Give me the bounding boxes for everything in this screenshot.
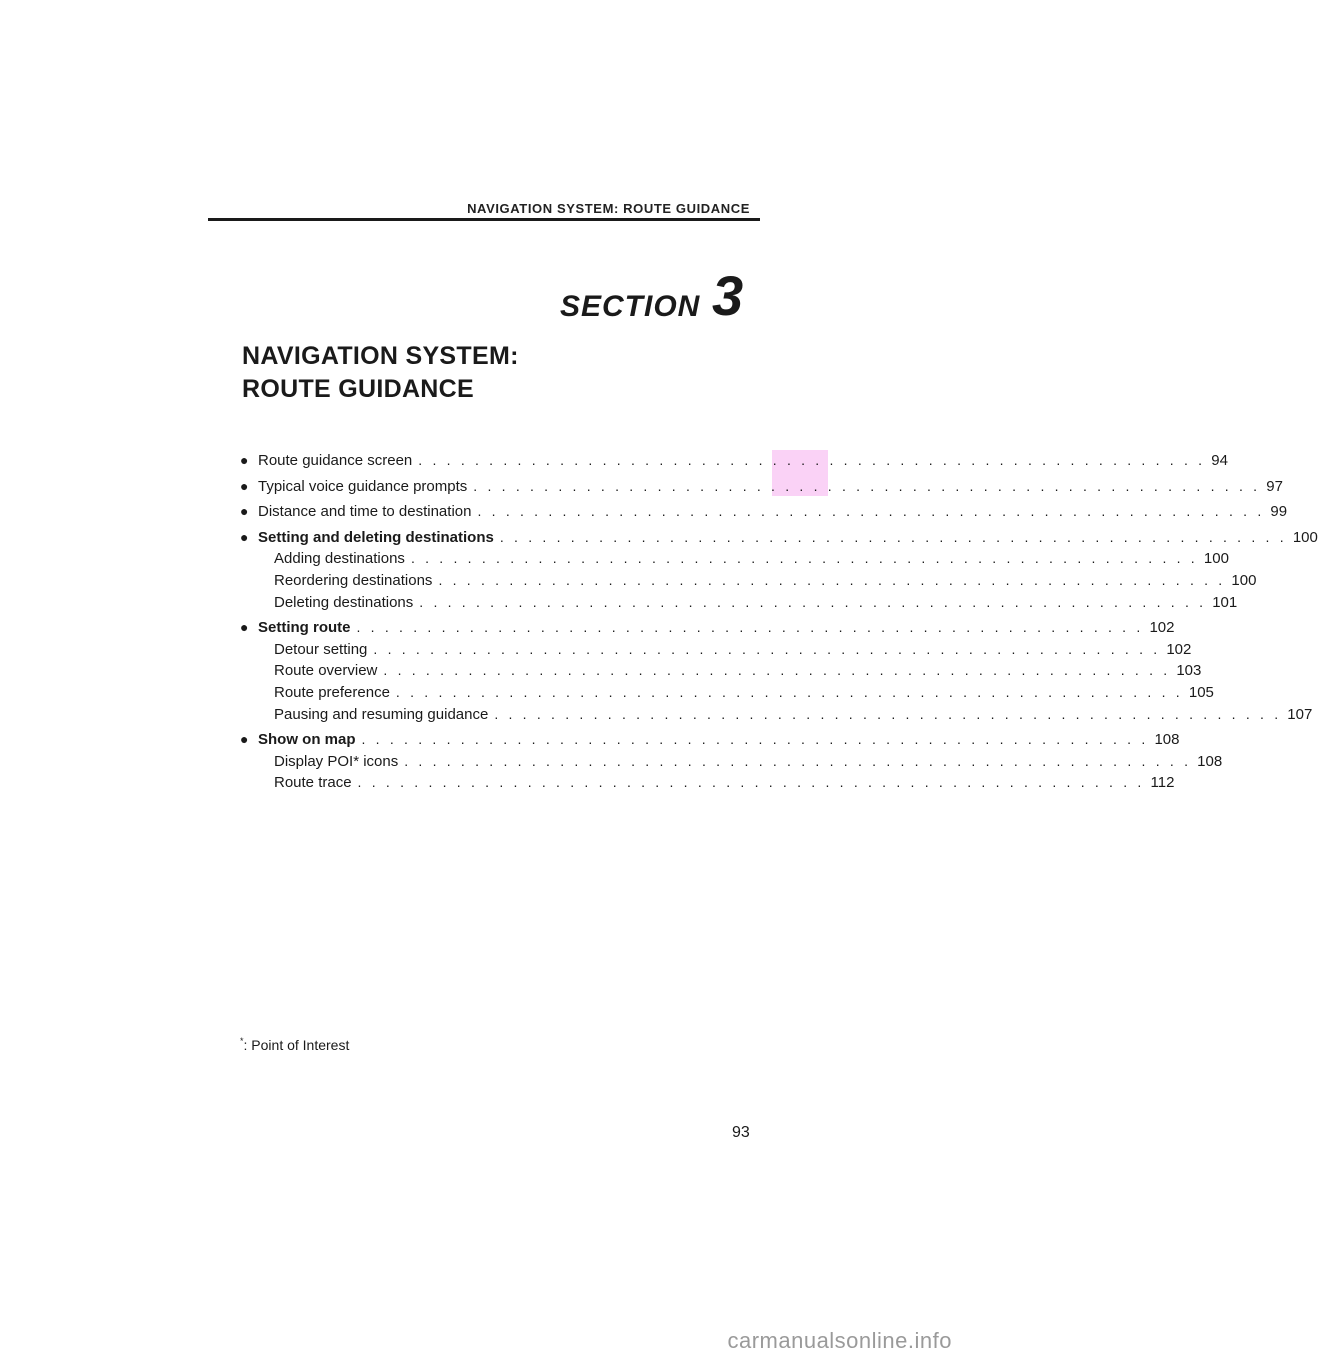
bullet-icon: ● <box>240 452 249 468</box>
dot-leader: . . . . . . . . . . . . . . . . . . . . . . . . . . . . . . . . . . . . . . . . . . . . . . . . . . . . . . . . <box>473 477 1261 494</box>
bullet-icon: ● <box>240 731 249 748</box>
dot-leader: . . . . . . . . . . . . . . . . . . . . . . . . . . . . . . . . . . . . . . . . . . . . . . . . . . . . . . . . <box>373 640 1161 657</box>
toc-entry-label: Deleting destinations <box>274 593 414 611</box>
dot-leader: . . . . . . . . . . . . . . . . . . . . . . . . . . . . . . . . . . . . . . . . . . . . . . . . . . . . . . . . <box>494 705 1282 722</box>
toc-entry-page: 102 <box>1149 619 1175 637</box>
bullet-icon: ● <box>240 619 249 636</box>
toc-entry-page: 100 <box>1292 528 1318 546</box>
dot-leader: . . . . . . . . . . . . . . . . . . . . . . . . . . . . . . . . . . . . . . . . . . . . . . . . . . . . . . . . <box>357 774 1145 791</box>
toc-entry-label: Route overview <box>274 662 378 680</box>
section-number: 3 <box>712 264 744 327</box>
running-header: NAVIGATION SYSTEM: ROUTE GUIDANCE <box>467 201 750 216</box>
bullet-icon: ● <box>240 503 249 520</box>
toc-entry[interactable] <box>240 705 1313 728</box>
page-title <box>242 340 519 406</box>
toc-entry[interactable] <box>240 477 1283 500</box>
toc-entry[interactable] <box>240 528 1318 551</box>
toc-entry[interactable] <box>240 731 1180 753</box>
toc-entry-label: Route preference <box>274 683 390 701</box>
toc-entry[interactable] <box>240 593 1238 616</box>
dot-leader: . . . . . . . . . . . . . . . . . . . . . . . . . . . . . . . . . . . . . . . . . . . . . . . . . . . . . . . . <box>499 528 1287 545</box>
footnote-mark: * <box>240 1036 244 1046</box>
bullet-icon: ● <box>240 477 249 494</box>
dot-leader: . . . . . . . . . . . . . . . . . . . . . . . . . . . . . . . . . . . . . . . . . . . . . . . . . . . . . . . . <box>418 452 1206 468</box>
footnote-text: : Point of Interest <box>243 1037 350 1053</box>
toc-entry[interactable] <box>240 774 1175 796</box>
toc-entry[interactable] <box>240 619 1175 641</box>
toc-entry[interactable] <box>240 662 1202 684</box>
dot-leader: . . . . . . . . . . . . . . . . . . . . . . . . . . . . . . . . . . . . . . . . . . . . . . . . . . . . . . . . <box>404 752 1192 769</box>
toc-entry-label: Pausing and resuming guidance <box>274 705 489 723</box>
dot-leader: . . . . . . . . . . . . . . . . . . . . . . . . . . . . . . . . . . . . . . . . . . . . . . . . . . . . . . . . <box>410 550 1198 567</box>
title-line-1: NAVIGATION SYSTEM: <box>242 342 519 370</box>
watermark: carmanualsonline.info <box>727 1328 952 1353</box>
toc-entry-label: Route trace <box>274 774 352 792</box>
toc-entry-page: 102 <box>1166 640 1192 658</box>
toc-entry-label: Route guidance screen <box>258 452 413 469</box>
bullet-icon: ● <box>240 528 249 545</box>
toc-entry[interactable] <box>240 571 1257 594</box>
toc-entry-page: 97 <box>1266 477 1283 495</box>
toc-entry-page: 100 <box>1203 550 1229 568</box>
toc-entry-label: Display POI* icons <box>274 752 399 770</box>
toc-entry-label: Setting and deleting destinations <box>258 528 494 546</box>
footnote <box>240 1036 349 1053</box>
toc-entry-page: 103 <box>1176 662 1202 680</box>
toc-entry-label: Typical voice guidance prompts <box>258 477 468 495</box>
toc-entry-label: Adding destinations <box>274 550 405 568</box>
toc-entry-label: Distance and time to destination <box>258 503 472 521</box>
dot-leader: . . . . . . . . . . . . . . . . . . . . . . . . . . . . . . . . . . . . . . . . . . . . . . . . . . . . . . . . <box>419 593 1207 610</box>
toc-entry[interactable] <box>240 683 1214 706</box>
toc-entry[interactable] <box>240 550 1229 572</box>
dot-leader: . . . . . . . . . . . . . . . . . . . . . . . . . . . . . . . . . . . . . . . . . . . . . . . . . . . . . . . . <box>438 571 1226 588</box>
dot-leader: . . . . . . . . . . . . . . . . . . . . . . . . . . . . . . . . . . . . . . . . . . . . . . . . . . . . . . . . <box>361 731 1149 748</box>
dot-leader: . . . . . . . . . . . . . . . . . . . . . . . . . . . . . . . . . . . . . . . . . . . . . . . . . . . . . . . . <box>395 683 1183 700</box>
toc-entry-page: 108 <box>1154 731 1180 749</box>
toc-entry-page: 100 <box>1231 571 1257 589</box>
toc-entry-page: 105 <box>1188 683 1214 701</box>
toc-entry-page: 108 <box>1197 752 1223 770</box>
title-line-2: ROUTE GUIDANCE <box>242 375 474 403</box>
toc-entry[interactable] <box>240 640 1192 663</box>
toc-entry-label: Setting route <box>258 619 351 637</box>
dot-leader: . . . . . . . . . . . . . . . . . . . . . . . . . . . . . . . . . . . . . . . . . . . . . . . . . . . . . . . . <box>383 662 1171 679</box>
toc-entry-page: 94 <box>1211 452 1228 469</box>
toc-entry-page: 107 <box>1287 705 1313 723</box>
table-of-contents <box>240 452 1318 796</box>
toc-entry-label: Detour setting <box>274 640 368 658</box>
section-label: SECTION <box>560 290 701 323</box>
toc-entry-page: 112 <box>1150 774 1175 792</box>
toc-entry-label: Reordering destinations <box>274 571 433 589</box>
toc-entry[interactable] <box>240 503 1288 525</box>
dot-leader: . . . . . . . . . . . . . . . . . . . . . . . . . . . . . . . . . . . . . . . . . . . . . . . . . . . . . . . . <box>356 619 1144 636</box>
dot-leader: . . . . . . . . . . . . . . . . . . . . . . . . . . . . . . . . . . . . . . . . . . . . . . . . . . . . . . . . <box>477 503 1265 520</box>
page-number: 93 <box>732 1124 750 1141</box>
header-rule <box>208 218 760 221</box>
toc-entry[interactable] <box>240 452 1228 474</box>
toc-entry[interactable] <box>240 752 1223 775</box>
toc-entry-page: 101 <box>1212 593 1238 611</box>
toc-entry-page: 99 <box>1270 503 1288 521</box>
toc-entry-label: Show on map <box>258 731 356 749</box>
